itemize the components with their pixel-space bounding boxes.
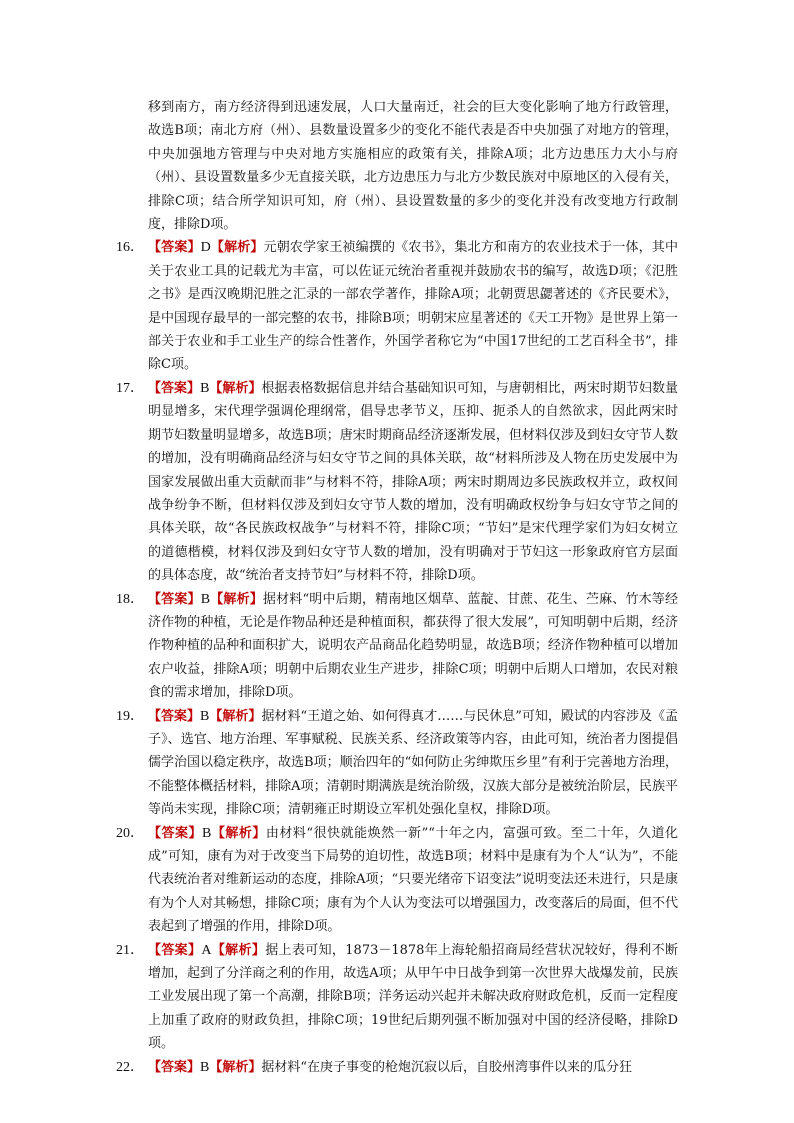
analysis-tag: 【解析】 xyxy=(211,942,266,958)
answer-letter: B xyxy=(202,825,212,841)
answer-letter: B xyxy=(200,380,210,396)
answer-letter: A xyxy=(201,942,212,958)
analysis-tag: 【解析】 xyxy=(209,708,262,724)
analysis-text: 根据表格数据信息并结合基础知识可知，与唐朝相比，两宋时期节妇数量明显增多，宋代理学强调伦理纲常，倡导忠孝节义，压抑、扼杀人的自然欲求，因此两宋时期节妇数量明显增多，故选B项；唐宋时期商品经济逐渐发展，但材料仅涉及到妇女守节人数的增加，没有明确商品经济与妇女守节之间的具体关联，故“材料所涉及人物在历史发展中为国家发展做出重大贡献而非”与材料不符，排除A项；两宋时期周边多民族政权并立，政权间战争纷争不断，但材料仅涉及到妇女守节人数的增加，没有明确政权纷争与妇女守节之间的具体关联，故“各民族政权战争”与材料不符，排除C项；“节妇”是宋代理学家们为妇女树立的道德楷模，材料仅涉及到妇女守节人数的增加，没有明确对于节妇这一形象政府官方层面的具体态度，故“统治者支持节妇”与材料不符，排除D项。 xyxy=(148,380,678,584)
analysis-tag: 【解析】 xyxy=(211,825,266,841)
analysis-text: 据材料“明中后期，精南地区烟草、蓝靛、甘蔗、花生、苎麻、竹木等经济作物的种植，无论是作物品种还是种植面积，都获得了很大发展”，可知明朝中后期，经济作物种植的品种和面积扩大，说明农产品商品化趋势明显，故选B项；经济作物种植可以增加农户收益，排除A项；明朝中后期农业生产进步，排除C项；明朝中后期人口增加，农民对粮食的需求增加，排除D项。 xyxy=(148,591,678,701)
answer-letter: B xyxy=(200,708,210,724)
answer-tag: 【答案】 xyxy=(148,825,203,841)
answer-item xyxy=(118,377,678,588)
question-number: 16． xyxy=(116,240,144,256)
question-number: 21． xyxy=(116,942,144,958)
analysis-tag: 【解析】 xyxy=(210,591,263,607)
question-number: 20． xyxy=(116,825,144,841)
analysis-text: 元朝农学家王祯编撰的《农书》，集北方和南方的农业技术于一体，其中关于农业工具的记载尤为丰富，可以佐证元统治者重视并鼓励农书的编写，故选D项；《氾胜之书》是西汉晚期氾胜之汇录的一部农学著作，排除A项；北朝贾思勰著述的《齐民要术》，是中国现存最早的一部完整的农书，排除B项；明朝宋应星著述的《天工开物》是世界上第一部关于农业和手工业生产的综合性著作，外国学者称它为“中国17世纪的工艺百科全书”，排除C项。 xyxy=(148,240,678,373)
answer-item xyxy=(118,822,678,939)
answer-item xyxy=(118,939,678,1056)
answer-analysis-page xyxy=(118,96,678,1079)
question-number: 22． xyxy=(116,1059,144,1075)
question-number: 17． xyxy=(116,380,144,396)
answer-item xyxy=(118,705,678,822)
answer-letter: B xyxy=(200,1059,210,1075)
analysis-tag: 【解析】 xyxy=(210,240,264,256)
continuation-paragraph xyxy=(118,96,678,236)
analysis-text: 由材料“很快就能焕然一新”“十年之内，富强可致。至二十年，久道化成”可知，康有为对于改变当下局势的迫切性，故选B项；材料中是康有为个人“认为”，不能代表统治者对维新运动的态度，排除A项；“只要光绪帝下诏变法”说明变法还未进行，只是康有为个人对其畅想，排除C项；康有为个人认为变法可以增强国力，改变落后的局面，但不代表起到了增强的作用，排除D项。 xyxy=(148,825,678,935)
answer-item xyxy=(118,1056,678,1079)
answer-items xyxy=(118,236,678,1079)
analysis-text: 据材料“王道之始、如何得真才……与民休息”可知，殿试的内容涉及《孟子》、选官、地方治理、军事赋税、民族关系、经济政策等内容，由此可知，统治者力图提倡儒学治国以稳定秩序，故选B项；顺治四年的“如何防止劣绅欺压乡里”有利于完善地方治理，不能整体概括材料，排除A项；清朝时期满族是统治阶级，汉族大部分是被统治阶层，民族平等尚未实现，排除C项；清朝雍正时期设立军机处强化皇权，排除D项。 xyxy=(148,708,678,818)
question-number: 19． xyxy=(116,708,144,724)
answer-tag: 【答案】 xyxy=(148,240,201,256)
answer-item xyxy=(118,588,678,705)
answer-tag: 【答案】 xyxy=(148,1059,201,1075)
answer-tag: 【答案】 xyxy=(148,591,201,607)
analysis-tag: 【解析】 xyxy=(209,380,262,396)
answer-item xyxy=(118,236,678,376)
answer-tag: 【答案】 xyxy=(148,942,202,958)
question-number: 18． xyxy=(116,591,144,607)
analysis-tag: 【解析】 xyxy=(209,1059,262,1075)
answer-letter: B xyxy=(200,591,211,607)
analysis-text: 据材料“在庚子事变的枪炮沉寂以后，自胶州湾事件以来的瓜分狂 xyxy=(261,1059,633,1075)
analysis-text: 据上表可知，1873－1878年上海轮船招商局经营状况较好，得利不断增加，起到了分洋商之利的作用，故选A项；从甲午中日战争到第一次世界大战爆发前，民族工业发展出现了第一个高潮，排除B项；洋务运动兴起并未解决政府财政危机，反而一定程度上加重了政府的财政负担，排除C项；19世纪后期列强不断加强对中国的经济侵略，排除D项。 xyxy=(148,942,678,1052)
continuation-text: 移到南方，南方经济得到迅速发展，人口大量南迁，社会的巨大变化影响了地方行政管理，故选B项；南北方府（州）、县数量设置多少的变化不能代表是否中央加强了对地方的管理，中央加强地方管理与中央对地方实施相应的政策有关，排除A项；北方边患压力大小与府（州）、县设置数量多少无直接关联，北方边患压力与北方少数民族对中原地区的入侵有关，排除C项；结合所学知识可知，府（州）、县设置数量的多少的变化并没有改变地方行政制度，排除D项。 xyxy=(148,100,678,233)
answer-tag: 【答案】 xyxy=(148,708,201,724)
answer-letter: D xyxy=(200,240,211,256)
answer-tag: 【答案】 xyxy=(148,380,201,396)
